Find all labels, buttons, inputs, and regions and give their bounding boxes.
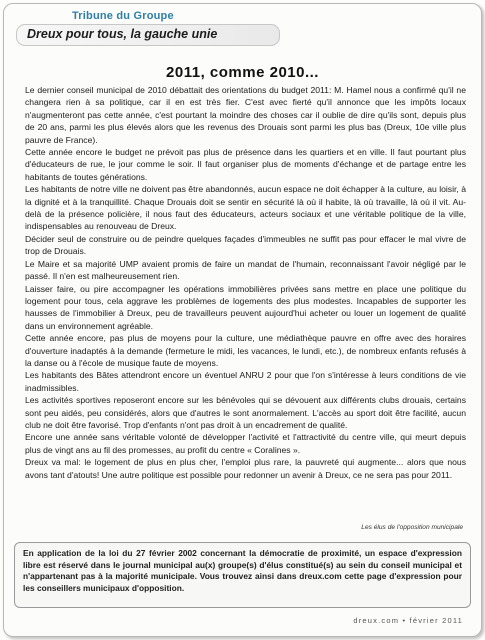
group-name-banner xyxy=(16,24,280,46)
paragraph: Dreux va mal: le logement de plus en plus cher, l'emploi plus rare, la pauvreté qui augmente... alors que nous avons tant d'atouts! Une autre politique est possible pour redonner un avenir à Dreux, ce ne sera pas pour 2011. xyxy=(25,457,466,480)
paragraph: Encore une année sans véritable volonté de développer l'activité et l'attractivité du centre ville, qui meurt depuis plus de vingt ans au fil des promesses, au profit du centre « Coralines ». xyxy=(25,432,466,455)
tribune-header xyxy=(16,10,286,44)
paragraph: Laisser faire, ou pire accompagner les opérations immobilières privées sans mettre en place une politique du logement pour tous, cela aggrave les problèmes de logements des plus modestes. Incapables de supporter les hausses de l'immobilier à Dreux, peu de travailleurs peuvent aujourd'hui acheter ou louer un logement de qualité dans un environnement agréable. xyxy=(25,283,466,331)
paragraph: Cette année encore le budget ne prévoit pas plus de présence dans les quartiers et en ville. Il faut pourtant plus d'éducateurs de rue, le jour comme le soir. Il faut organiser plus de moments d'échange et de partage entre les habitants de toutes générations. xyxy=(25,147,466,182)
article-title: 2011, comme 2010... xyxy=(166,64,319,81)
signature: Les élus de l'opposition municipale xyxy=(361,524,463,531)
legal-notice-box xyxy=(14,542,471,608)
paragraph: Cette année encore, pas plus de moyens pour la culture, une médiathèque pauvre en offre avec des horaires d'ouverture inadaptés à la demande (fermeture le midi, les vacances, le lundi, etc.), de nombreux enfants refusés à la danse ou à l'école de musique faute de moyens. xyxy=(25,333,466,368)
article-body xyxy=(25,84,466,481)
legal-notice-text: En application de la loi du 27 février 2002 concernant la démocratie de proximité, un espace d'expression libre est réservé dans le journal municipal au(x) groupe(s) d'élus constitué(s) au sein du conseil municipal et n'appartenant pas à la majorité municipale. Vous trouvez ainsi dans dreux.com cette page d'expression pour les conseillers municipaux d'opposition. xyxy=(23,548,462,593)
paragraph: Le dernier conseil municipal de 2010 débattait des orientations du budget 2011: M. Hamel nous a confirmé qu'il ne changera rien à sa politique, car il en est très fier. C'est avec fierté qu'il annonce que les impôts locaux n'augmenteront pas cette année, c'est pourtant la moindre des choses car il oublie de dire qu'ils sont, depuis plus de 20 ans, parmi les plus élevés alors que les revenus des Drouais sont parmi les plus bas (Dreux, 10e ville plus pauvre de France). xyxy=(25,85,466,145)
paragraph: Les activités sportives reposeront encore sur les bénévoles qui se dévouent aux différents clubs drouais, certains sont peu aidés, peu considérés, alors que d'autres le sont anormalement. L'accès au sport doit être facilité, aucun club ne doit être favorisé. Trop d'enfants n'ont pas droit à un encadrement de qualité. xyxy=(25,395,466,430)
paragraph: Les habitants des Bâtes attendront encore un éventuel ANRU 2 pour que l'on s'intéresse à leurs conditions de vie inadmissibles. xyxy=(25,370,466,393)
section-label: Tribune du Groupe xyxy=(72,10,174,22)
paragraph: Les habitants de notre ville ne doivent pas être abandonnés, aucun espace ne doit échapper à la culture, au loisir, à la dignité et à la tranquillité. Chaque Drouais doit se sentir en sécurité là où il habite, là où travaille, là où il vit. Au-delà de la présence policière, il nous faut des éducateurs, acteurs sociaux et une véritable politique de la ville, indispensables au renouveau de Dreux. xyxy=(25,184,466,232)
paragraph: Le Maire et sa majorité UMP avaient promis de faire un mandat de l'humain, reconnaissant l'avoir négligé par le passé. Il n'en est malheureusement rien. xyxy=(25,258,466,282)
paragraph: Décider seul de construire ou de peindre quelques façades d'immeubles ne suffit pas pour effacer le mal vivre de trop de Drouais. xyxy=(25,233,466,257)
page-footer: dreux.com • février 2011 xyxy=(353,616,463,625)
group-name: Dreux pour tous, la gauche unie xyxy=(27,27,218,41)
